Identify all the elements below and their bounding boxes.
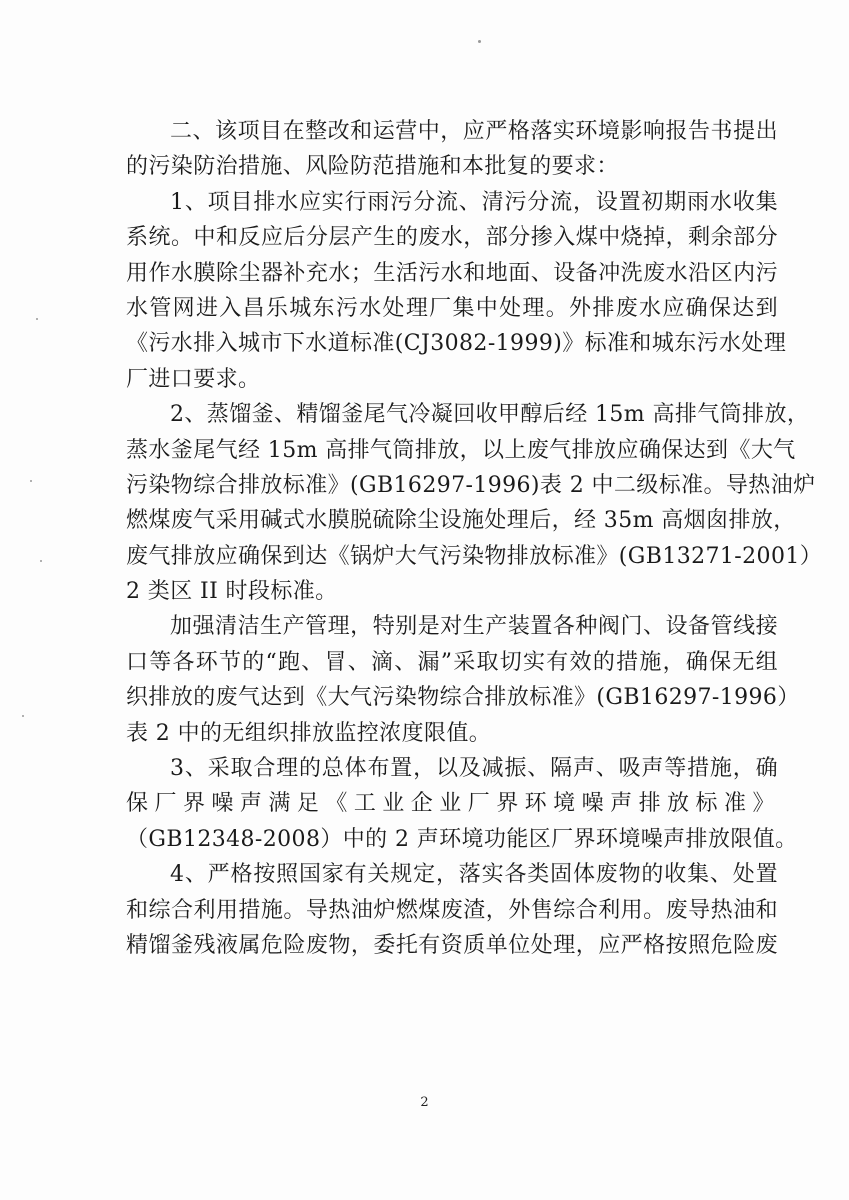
scan-speck [40, 560, 42, 562]
page-number: 2 [420, 1095, 429, 1110]
item-2-line-4: 燃煤废气采用碱式水膜脱硫除尘设施处理后，经 35m 高烟囱排放， [126, 508, 796, 534]
item-2-line-5: 废气排放应确保到达《锅炉大气污染物排放标准》(GB13271-2001） [126, 543, 823, 569]
cleaner-production-line-3: 织排放的废气达到《大气污染物综合排放标准》(GB16297-1996） [126, 685, 800, 711]
scan-speck [22, 715, 24, 717]
item-1-line-6: 厂进口要求。 [126, 366, 261, 392]
item-2-line-6: 2 类区 II 时段标准。 [126, 579, 338, 605]
item-3-line-1: 3、采取合理的总体布置，以及减振、隔声、吸声等措施，确 [170, 756, 778, 782]
scan-speck [36, 318, 38, 320]
item-4-line-2: 和综合利用措施。导热油炉燃煤废渣，外售综合利用。废导热油和 [126, 897, 778, 923]
item-4-line-3: 精馏釜残液属危险废物，委托有资质单位处理，应严格按照危险废 [126, 932, 778, 958]
cleaner-production-line-1: 加强清洁生产管理，特别是对生产装置各种阀门、设备管线接 [170, 614, 778, 640]
cleaner-production-line-2: 口等各环节的“跑、冒、滴、漏”采取切实有效的措施，确保无组 [126, 649, 778, 675]
item-4-line-1: 4、严格按照国家有关规定，落实各类固体废物的收集、处置 [170, 862, 778, 888]
item-1-line-3: 用作水膜除尘器补充水；生活污水和地面、设备冲洗废水沿区内污 [126, 260, 778, 286]
item-1-line-1: 1、项目排水应实行雨污分流、清污分流，设置初期雨水收集 [170, 189, 778, 215]
scan-speck [478, 40, 481, 43]
item-1-line-2: 系统。中和反应后分层产生的废水，部分掺入煤中烧掉，剩余部分 [126, 225, 778, 251]
document-body [126, 114, 823, 963]
item-2-line-2: 蒸水釜尾气经 15m 高排气筒排放，以上废气排放应确保达到《大气 [126, 437, 796, 463]
item-1-line-4: 水管网进入昌乐城东污水处理厂集中处理。外排废水应确保达到 [126, 295, 778, 321]
item-2-line-3: 污染物综合排放标准》(GB16297-1996)表 2 中二级标准。导热油炉 [126, 472, 816, 498]
paragraph-2-line-2: 的污染防治措施、风险防范措施和本批复的要求： [126, 154, 619, 180]
paragraph-2-line-1: 二、该项目在整改和运营中，应严格落实环境影响报告书提出 [170, 119, 778, 144]
item-2-line-1: 2、蒸馏釜、精馏釜尾气冷凝回收甲醇后经 15m 高排气筒排放， [170, 402, 810, 428]
item-3-line-3: （GB12348-2008）中的 2 声环境功能区厂界环境噪声排放限值。 [126, 826, 798, 852]
item-3-line-2: 保厂界噪声满足《工业企业厂界环境噪声排放标准》 [126, 791, 778, 817]
cleaner-production-line-4: 表 2 中的无组织排放监控浓度限值。 [126, 720, 492, 746]
scan-speck [30, 480, 32, 482]
item-1-line-5: 《污水排入城市下水道标准(CJ3082-1999)》标准和城东污水处理 [126, 331, 787, 357]
